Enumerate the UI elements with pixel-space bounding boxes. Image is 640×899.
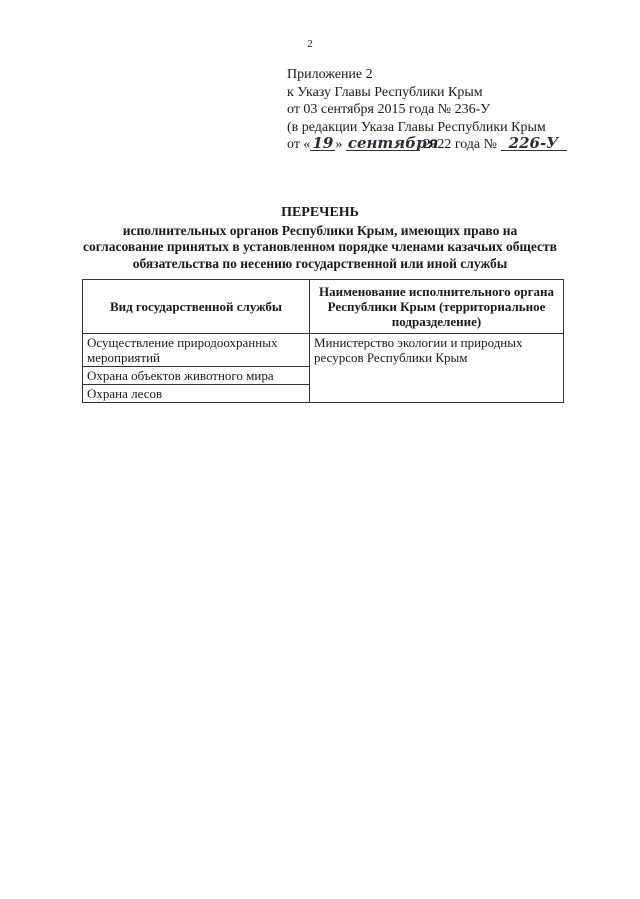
table-cell-ministry: Министерство экологии и природных ресурсов Республики Крым — [310, 334, 564, 403]
table-cell-service: Охрана объектов животного мира — [83, 367, 310, 385]
header-service-type: Вид государственной службы — [83, 280, 310, 334]
title-line-3: обязательства по несению государственной или иной службы — [132, 255, 508, 271]
handwritten-month: сентября — [347, 134, 439, 152]
title-heading: ПЕРЕЧЕНЬ — [281, 205, 359, 220]
appendix-line-5 — [287, 136, 567, 154]
header-authority: Наименование исполнительного органа Республики Крым (территориальное подразделение) — [310, 280, 564, 334]
title-line-1: исполнительных органов Республики Крым, имеющих право на — [122, 222, 518, 238]
date-prefix: от « — [287, 137, 311, 152]
appendix-line-2: к Указу Главы Республики Крым — [287, 84, 483, 100]
page-number: 2 — [307, 38, 313, 50]
appendix-block — [287, 66, 567, 154]
date-day-close: » — [335, 137, 343, 152]
date-year-text: 2022 года № — [423, 137, 497, 152]
table-row — [83, 334, 564, 367]
handwritten-number: 226-У — [501, 136, 567, 151]
table-cell-service: Осуществление природоохранных мероприятий — [83, 334, 310, 367]
table-header-row — [83, 280, 564, 334]
appendix-line-3: от 03 сентября 2015 года № 236-У — [287, 102, 491, 117]
appendix-line-4: (в редакции Указа Главы Республики Крым — [287, 119, 546, 135]
document-title — [40, 205, 600, 272]
title-line-2: согласование принятых в установленном порядке членами казачьих обществ — [83, 239, 557, 254]
appendix-line-1: Приложение 2 — [287, 67, 373, 82]
handwritten-day: 19 — [312, 134, 334, 152]
service-table — [82, 279, 564, 403]
table-cell-service: Охрана лесов — [83, 385, 310, 403]
